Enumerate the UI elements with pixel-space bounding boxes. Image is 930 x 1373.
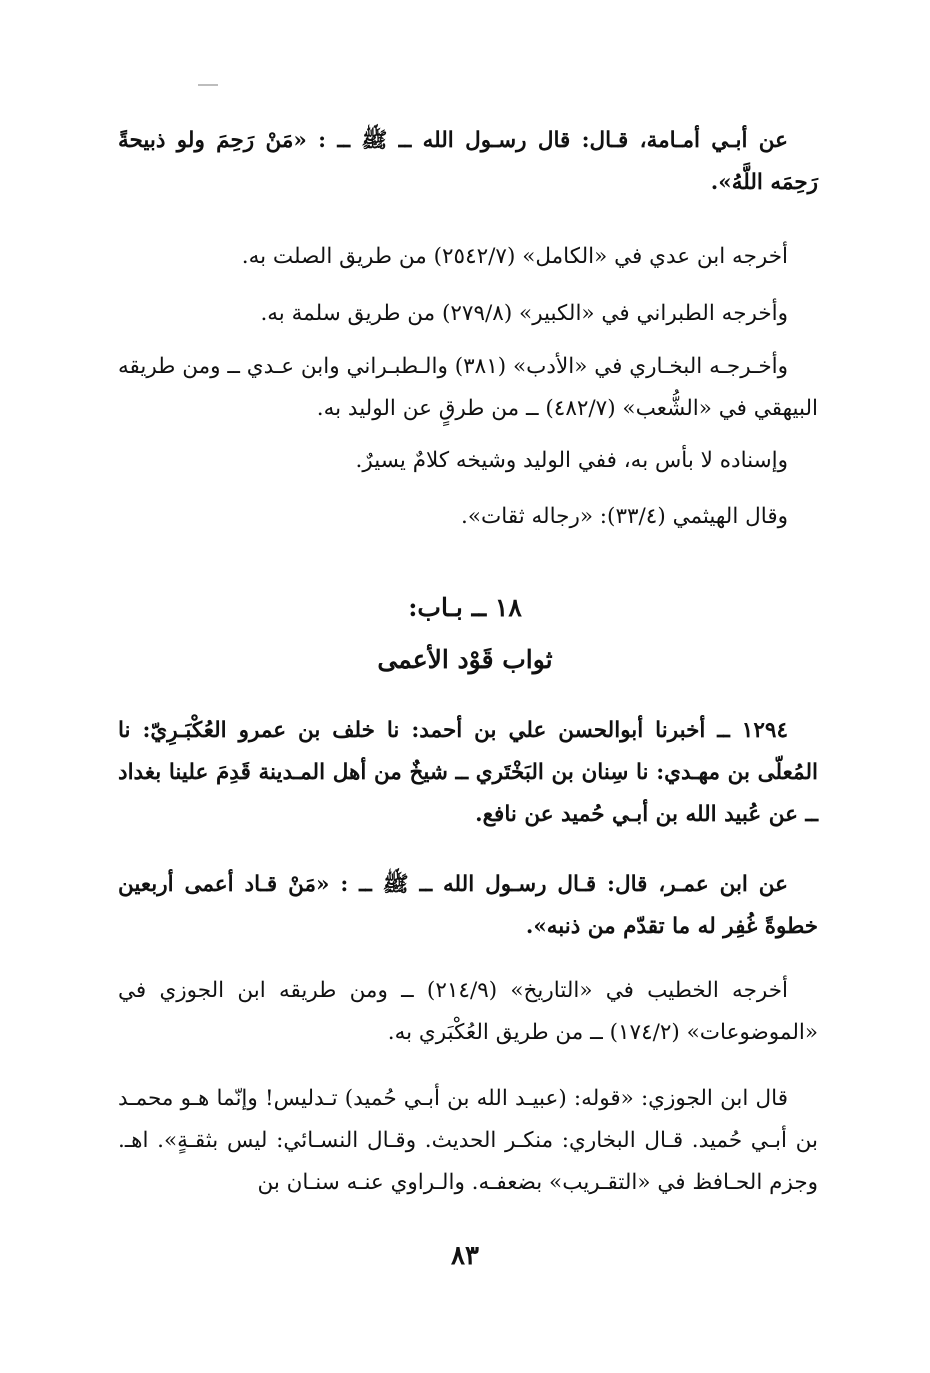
- paragraph-hadith-1294-isnad: ١٢٩٤ ــ أخبرنا أبوالحسن علي بن أحمد: نا خلف بن عمرو العُكْبَـرِيّ: نا المُعلّى بن مهـدي: نا سِنان بن البَخْتَري ــ شيخٌ من أهل المـدينة قَدِمَ علينا بغداد ــ عن عُبيد الله بن أبـي حُميد عن نافع.: [118, 718, 818, 827]
- paragraph-takhrij-ibn-adi: أخرجه ابن عدي في «الكامل» (٢٥٤٢/٧) من طريق الصلت به.: [241, 244, 788, 269]
- paragraph-takhrij-bukhari: وأخـرجـه البخـاري في «الأدب» (٣٨١) والـطبـراني وابن عـدي ــ ومن طريقه البيهقي في «الشُّعب» (٤٨٢/٧) ــ من طرقٍ عن الوليد به.: [118, 354, 818, 421]
- paragraph-haythami: وقال الهيثمي (٣٣/٤): «رجاله ثقات».: [461, 504, 788, 529]
- paragraph-hadith-abu-umama: عن أبـي أمـامة، قـال: قال رسـول الله ــ ﷺ ــ : «مَنْ رَحِمَ ولو ذبيحةً رَحِمَه اللَّهُ».: [118, 128, 818, 195]
- page-number: ٨٣: [451, 1241, 479, 1271]
- paragraph-ibn-al-jawzi: قال ابن الجوزي: «قوله: (عبيـد الله بن أبـي حُميد) تـدليس! وإنّما هـو محمـد بن أبـي حُميد. قـال البخاري: منكـر الحديث. وقـال النسـائي: ليس بثقـةٍ». اهـ. وجزم الحـافظ في «التقـريب» بضعفـه. والـراوي عنـه سنـان بن: [118, 1086, 818, 1195]
- paragraph-hadith-ibn-umar: عن ابن عمـر، قال: قـال رسـول الله ــ ﷺ ــ : «مَنْ قـاد أعمى أربعين خطوةً غُفِر له ما تقدّم من ذنبه».: [118, 872, 818, 939]
- chapter-number: ١٨ ــ بـاب:: [408, 593, 522, 622]
- paragraph-takhrij-tabarani: وأخرجه الطبراني في «الكبير» (٢٧٩/٨) من طريق سلمة به.: [260, 301, 788, 326]
- paragraph-isnad-assessment: وإسناده لا بأس به، ففي الوليد وشيخه كلامٌ يسيرٌ.: [355, 448, 788, 473]
- chapter-title: ثواب قَوْد الأعمى: [377, 645, 553, 674]
- scan-mark: [198, 84, 218, 86]
- paragraph-takhrij-khatib: أخرجه الخطيب في «التاريخ» (٢١٤/٩) ــ ومن طريقه ابن الجوزي في «الموضوعات» (١٧٤/٢) ــ من طريق العُكْبَري به.: [118, 978, 818, 1045]
